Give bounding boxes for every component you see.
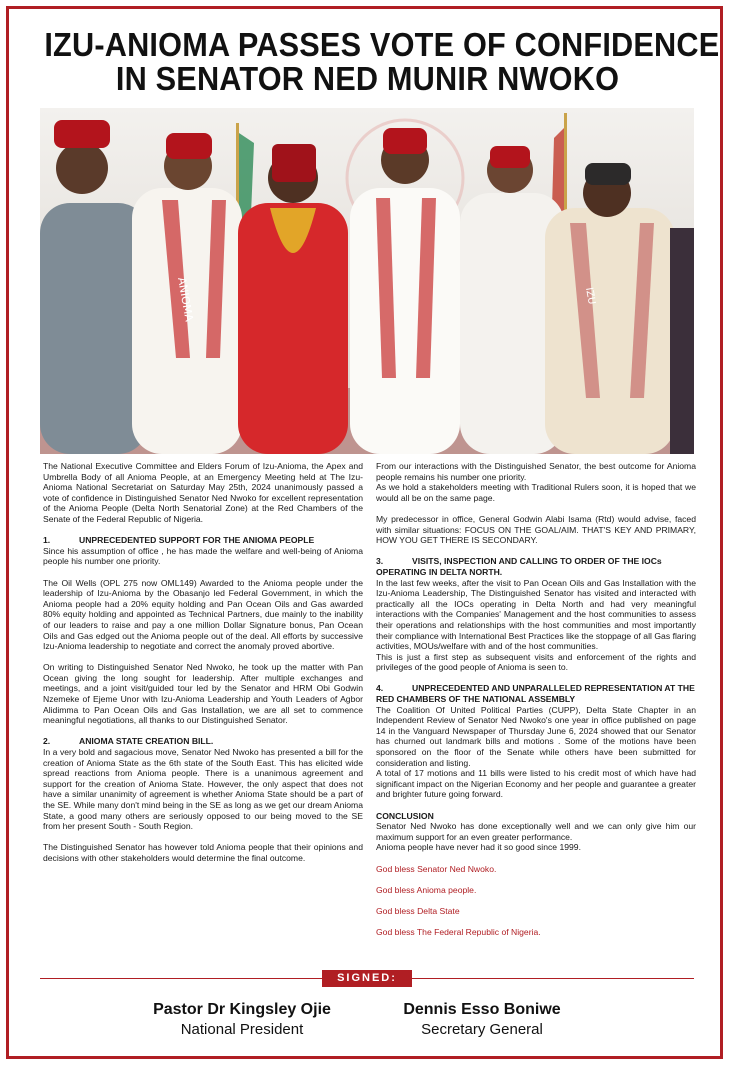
section-3-title: VISITS, INSPECTION AND CALLING TO ORDER OF THE IOCs OPERATING IN DELTA NORTH. xyxy=(376,556,662,577)
signer-name: Pastor Dr Kingsley Ojie xyxy=(153,1001,331,1018)
section-4-heading xyxy=(376,683,696,704)
signed-label: SIGNED: xyxy=(322,970,412,987)
section-3-heading xyxy=(376,556,696,577)
right-paragraph-3: My predecessor in office, General Godwin Alabi Isama (Rtd) would advise, faced with similar situations: FOCUS ON THE GOAL/AIM. THAT'S KEY AND PRIMARY, HOW YOU GET THERE IS SECONDARY. xyxy=(376,513,696,546)
blessing-line: God bless Delta State xyxy=(376,905,460,916)
section-2-number: 2. xyxy=(43,736,51,747)
headline-line-1: IZU-ANIOMA PASSES VOTE OF CONFIDENCE xyxy=(44,26,720,63)
conclusion-heading: CONCLUSION xyxy=(376,810,434,821)
section-4-title: UNPRECEDENTED AND UNPARALLELED REPRESENTATION AT THE RED CHAMBERS OF THE NATIONAL ASSEMBLY xyxy=(376,683,695,705)
right-paragraph-1: From our interactions with the Distinguished Senator, the best outcome for Anioma people remains his number one priority. xyxy=(376,461,696,482)
section-2-paragraph-2: The Distinguished Senator has however told Anioma people that their opinions and decisions with other stakeholders would determine the final outcome. xyxy=(43,842,363,863)
section-3-paragraph-1: In the last few weeks, after the visit to Pan Ocean Oils and Gas Installation with the Izu-Anioma Leadership, The Distinguished Senator has visited and interacted with practically all the IOCs operating in Delta North and had very meaningful interactions with the Companies' Management and the host communities to assess their operations and relationships with the host communities and most importantly their compliance with International Best Practices like the stoppage of all Gas flaring activities, MOUs/welfare with and of the host communities. xyxy=(376,577,696,652)
left-column xyxy=(43,461,363,971)
headline-line-2: IN SENATOR NED MUNIR NWOKO xyxy=(115,60,620,97)
blessing-line: God bless Anioma people. xyxy=(376,884,477,895)
sash-text-2: IZU xyxy=(583,286,597,306)
blessing-line: God bless The Federal Republic of Nigeria. xyxy=(376,927,541,938)
signature-block-president xyxy=(112,1000,372,1040)
section-1-heading xyxy=(43,535,363,546)
group-photo-icon xyxy=(40,108,694,454)
conclusion-paragraph-1: Senator Ned Nwoko has done exceptionally well and we can only give him our maximum support for an even greater performance. xyxy=(376,821,696,842)
section-2-title: ANIOMA STATE CREATION BILL. xyxy=(79,736,214,747)
section-3-paragraph-2: This is just a first step as subsequent visits and enforcement of the rights and privileges of the good people of Anioma is seen to. xyxy=(376,651,696,673)
section-2-heading xyxy=(43,736,363,747)
signer-role: National President xyxy=(180,1021,304,1038)
signer-name: Dennis Esso Boniwe xyxy=(403,1001,561,1018)
section-1-paragraph-2: The Oil Wells (OPL 275 now OML149) Awarded to the Anioma people under the leadership of Izu-Anioma by the Obasanjo led Federal Government, in which the Anioma people had a 20% equity holding and Pan Ocean Oils and Gas awarded 80% equity holding and appointed as Technical Partners, due mainly to the inability of our leaders to raise and pay a one million Dollar Signature bonus, Pan Ocean Oils and Gas edged out the Anioma people out of the deal. All efforts by successive Izu-Anioma leadership to negotiate and correct the anomaly proved abortive. xyxy=(43,577,363,652)
section-1-title: UNPRECEDENTED SUPPORT FOR THE ANIOMA PEOPLE xyxy=(79,535,315,546)
section-4-paragraph-2: A total of 17 motions and 11 bills were listed to his credit most of which have had significant impact on the Nigerian Economy and her people and guarantee a greater and brighter future going forward. xyxy=(376,768,696,800)
intro-paragraph: The National Executive Committee and Elders Forum of Izu-Anioma, the Apex and Umbrella Body of all Anioma People, at an Emergency Meeting held at The Izu-Anioma National Secretariat on Saturday May 25th, 2024 unanimously passed a vote of confidence in Distinguished Senator Ned Nwoko for excellent representation of the Anioma People (Delta North Senatorial Zone) at the Red Chambers of the Senate of the Federal Republic of Nigeria. xyxy=(43,461,363,524)
section-4-number: 4. xyxy=(376,683,384,694)
headline xyxy=(44,26,720,97)
blessing-line: God bless Senator Ned Nwoko. xyxy=(376,863,497,874)
right-paragraph-2: As we hold a stakeholders meeting with Traditional Rulers soon, it is hoped that we would all be on the same page. xyxy=(376,482,696,503)
section-1-number: 1. xyxy=(43,535,51,546)
section-2-paragraph-1: In a very bold and sagacious move, Senator Ned Nwoko has presented a bill for the creation of Anioma State as the 6th state of the South East. This has elicited wide spread reactions from Anioma people. There is a unanimous agreement and support for the creation of Anioma State. However, the only aspect that does not have a similar unanimity of agreement is whether Anioma State should be a part of the SE. While many don't mind being in the SE as long as we get our dream Anioma State, a good many others are seriously opposed to our being moved to the SE from her present South - South Region. xyxy=(43,747,363,832)
section-1-paragraph-1: Since his assumption of office , he has made the welfare and well-being of Anioma people his number one priority. xyxy=(43,545,363,567)
section-3-number: 3. xyxy=(376,556,384,567)
sash-text-1: ANIOMA xyxy=(175,276,196,323)
section-1-paragraph-3: On writing to Distinguished Senator Ned Nwoko, he took up the matter with Pan Ocean giving the long sought for leadership. After multiple exchanges and meetings, and a joint visit/guided tour led by the Senator and HRM Obi Godwin Nzemeke of Ejeme Unor with Izu-Anioma Leadership and Youth Leaders of Agbor Alidimma to Pan Ocean Oils and Gas Installation, we are all set to commence meaningful negotiations, all thanks to our Distinguished Senator. xyxy=(43,662,363,726)
conclusion-paragraph-2: Anioma people have never had it so good since 1999. xyxy=(376,842,581,853)
blessings xyxy=(376,864,696,938)
group-photo xyxy=(40,108,694,454)
right-column xyxy=(376,461,696,971)
section-4-paragraph-1: The Coalition Of United Political Parties (CUPP), Delta State Chapter in an Independent Review of Senator Ned Nwoko's one year in office published on page 14 in the Vanguard Newspaper of Thursday June 6, 2024 showed that our Senator has churned out landmark bills and motions . Some of the motions have been sponsored on the floor of the Senate while others have been submitted for consideration and listing. xyxy=(376,704,696,768)
signer-role: Secretary General xyxy=(421,1021,543,1038)
signature-block-secretary xyxy=(352,1000,612,1040)
